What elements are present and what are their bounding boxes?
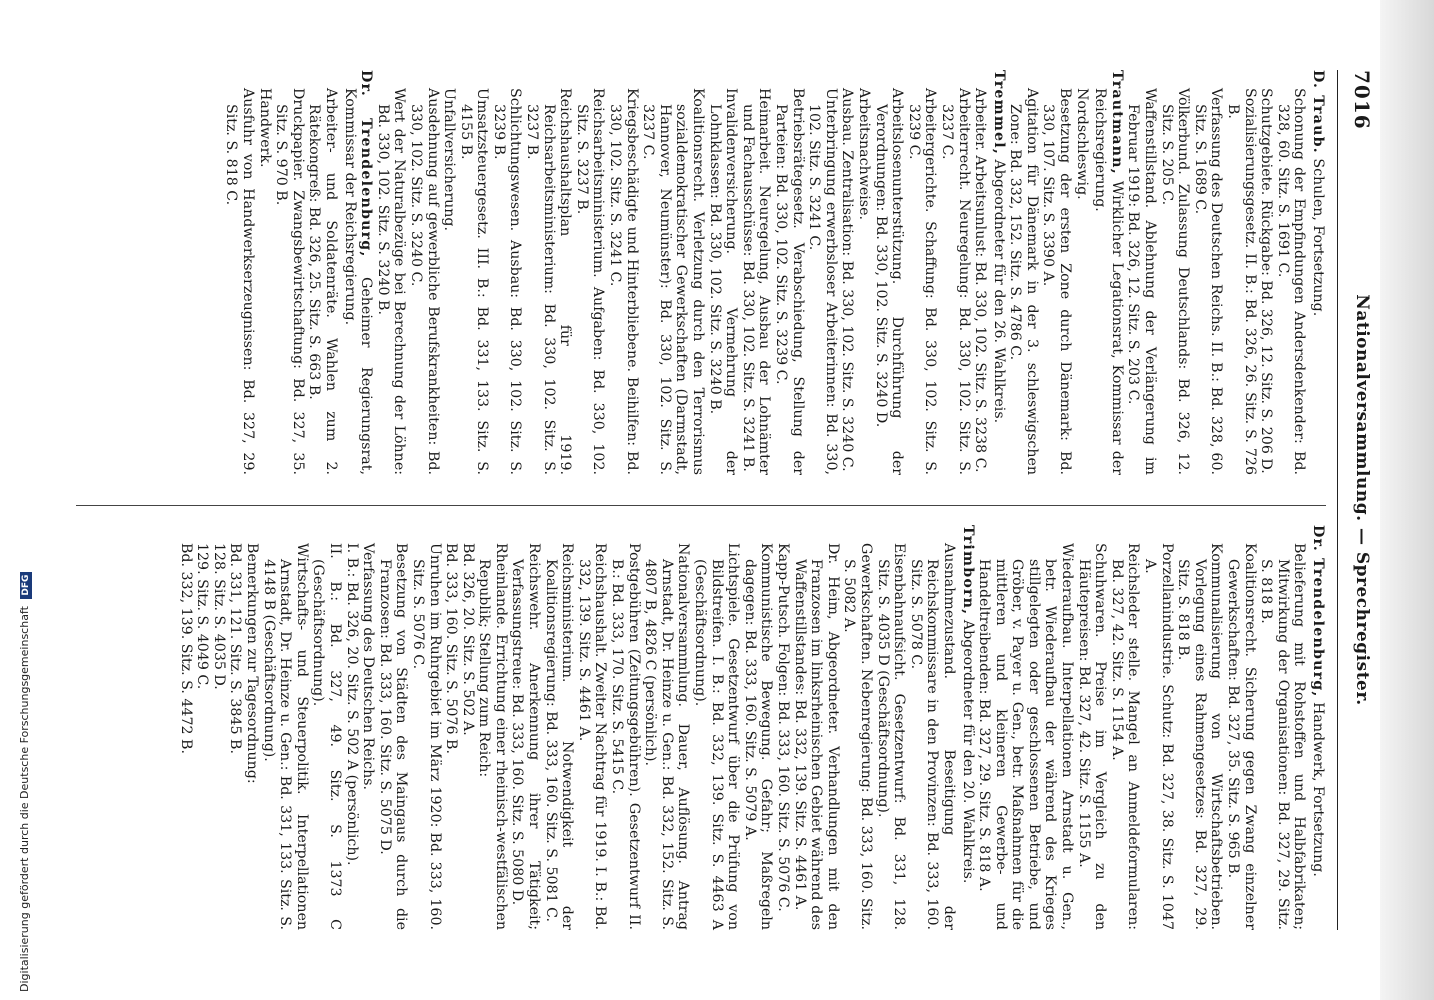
speaker-entry [990,70,1007,475]
register-line: Völkerbund. Zulassung Deutschlands: Bd. 326, 12. Sitz. S. 205 C. [1158,88,1192,475]
register-line: Kommunistische Bewegung. Gefahr; Maßregeln dagegen: Bd. 333, 160. Sitz. S. 5079 A. [741,543,775,930]
register-line: Arbeiterrecht. Neuregelung: Bd. 330, 102. Sitz. S. 3237 C. [938,88,972,475]
register-line: 128. Sitz. S. 4035 D. [210,543,227,690]
register-line: 129. Sitz. S. 4049 C. [194,543,211,690]
register-line: Ausdehnung auf gewerbliche Berufskrankheiten: Bd. 330, 102. Sitz. S. 3240 C. [407,88,441,475]
register-line: Koalitionsrecht. Verletzung durch den Terrorismus sozialdemokratischer Gewerkschaften (Darmstadt, Hannover, Neumünster): Bd. 330, 102. Sitz. S. 3237 C. [640,88,707,475]
register-line: Arbeitsnachweise. [855,88,872,220]
register-line: Arbeiter. Arbeitsunlust: Bd. 330, 102. Sitz. S. 3238 C. [972,88,989,473]
register-line: Reichsministerium. Notwendigkeit der Koalitionsregierung: Bd. 333, 160. Sitz. S. 5081 C. [542,543,576,930]
page-header [1340,70,1374,930]
register-line: Arbeiter- und Soldatenräte. Wahlen zum 2. Rätekongreß: Bd. 326, 25. Sitz. S. 663 B. [306,88,339,475]
register-line: Bd. 333, 160. Sitz. S. 5076 B. [443,543,460,754]
register-line: Reichsleder stelle. Mangel an Anmeldeformularen: Bd. 327, 42. Sitz. S. 1154 A. [1108,543,1142,930]
column-divider [76,505,1326,506]
register-line: Unterbringung erwerbsloser Arbeiterinnen: Bd. 330, 102. Sitz. S. 3241 C. [806,88,839,475]
register-line: Nordschleswig. [1073,88,1090,200]
register-line: Agitation für Dänemark in der 3. schleswigschen Zone: Bd. 332, 152. Sitz. S. 4786 C. [1007,88,1040,475]
speaker-name: Trimborn, [959,525,976,616]
register-line: Nationalversammlung. Dauer, Auflösung. Antrag Arnstadt, Dr. Heinze u. Gen.: Bd. 332, 152. Sitz. S. 4807 B, 4826 C (persönlich). [642,543,692,930]
credit-text: Digitalisierung gefördert durch die Deutsche Forschungsgemeinschaft [18,606,31,992]
running-head: Nationalversammlung. — Sprechregister. [1352,294,1372,706]
left-column [223,70,1326,475]
digitization-credit [18,62,32,992]
speaker-entry [1092,70,1125,475]
register-line: Arbeitslosenunterstützung. Durchführung der Verordnungen: Bd. 330, 102. Sitz. S. 3240 D. [872,88,906,475]
header-rule [1337,70,1338,930]
register-line: Unruhen im Ruhrgebiet im März 1920: Bd. 333, 160. Sitz. S. 5076 C. [409,543,443,930]
register-line: Schutzgebiete. Rückgabe: Bd. 326, 12. Sitz. S. 206 D. [1258,88,1275,474]
register-line: Reichshaushaltsplan für 1919. Reichsarbeitsministerium: Bd. 330, 102. Sitz. S. 3237 B. [524,88,574,475]
register-line: Ausbau. Zentralisation: Bd. 330, 102. Sitz. S. 3240 C. [839,88,856,472]
speaker-title: Wirklicher Legationsrat, Kommissar der Reichsregierung. [1092,88,1125,475]
register-line: Kommunalisierung von Wirtschaftsbetrieben. Vorlegung eines Rahmengesetzes: Bd. 327, 29. Sitz. S. 818 B. [1175,543,1225,930]
register-line: Ausfuhr von Handwerkserzeugnissen: Bd. 327, 29. Sitz. S. 818 C. [223,88,256,475]
register-line: Lichtspiele. Gesetzentwurf über die Prüfung von Bildstreifen. I. B.: Bd. 332, 139. Sitz. S. 4463 A (Geschäftsordnung). [692,543,742,930]
register-line: Reichsarbeitsministerium. Aufgaben: Bd. 330, 102. Sitz. S. 3237 B. [573,88,607,475]
register-line: Belieferung mit Rohstoffen und Halbfabrikaten; Mitwirkung der Organisationen: Bd. 327, 29. Sitz. S. 818 B. [1258,543,1308,930]
register-line: Wiederaufbau. Interpellationen Arnstadt u. Gen., betr. Wiederaufbau der während des Krieges stillgelegten oder geschlossenen Betriebe, und Gröber, v. Payer u. Gen., betr. Maßnahmen für die mittleren und kleineren Gewerbe- und Handeltreibenden: Bd. 327, 29. Sitz. S. 818 A. [976,543,1076,930]
speaker-title: Abgeordneter für den 26. Wahlkreis. [990,159,1007,424]
register-line: Umsatzsteuergesetz. III. B.: Bd. 331, 133. Sitz. S. 4155 B. [457,88,491,475]
register-line: Invalidenversicherung. Vermehrung der Lohnklassen: Bd. 330, 102. Sitz. S. 3240 B. [706,88,740,475]
speaker-entry [959,525,976,930]
register-line: Bemerkungen zur Tagesordnung: [244,543,260,784]
speaker-entry [341,70,374,475]
register-line: Verfassung des Deutschen Reichs. II. B.: Bd. 328, 60. Sitz. S. 1689 C. [1191,88,1225,475]
speaker-name: Dr. Trendelenburg, [1310,525,1326,698]
speaker-entry [1309,525,1326,930]
register-line: Arbeitergerichte. Schaffung: Bd. 330, 102. Sitz. S. 3239 C. [905,88,939,475]
register-line: Betriebsrätegesetz. Verabschiedung, Stellung der Parteien: Bd. 330, 102. Sitz. S. 3239 C. [773,88,806,475]
register-line: Schuhwaren. Preise im Vergleich zu den Häutepreisen: Bd. 327, 42. Sitz. S. 1155 A. [1075,543,1109,930]
register-line: Heimarbeit. Neuregelung, Ausbau der Lohnämter und Fachausschüsse: Bd. 330, 102. Sitz. S. 3241 B. [739,88,773,475]
right-column [177,525,1326,930]
speaker-name: Tremmel, [990,70,1007,156]
scan-edge-shadow [1380,0,1434,1000]
speaker-title: Handwerk, Fortsetzung. [1310,702,1326,877]
register-line: Besetzung der ersten Zone durch Dänemark: Bd. 330, 107. Sitz. S. 3390 A. [1040,88,1074,475]
register-line: Wert der Naturalbezüge bei Berechnung der Löhne: Bd. 330, 102. Sitz. S. 3240 B. [374,88,408,475]
register-line: Reichswehr. Anerkennung ihrer Tätigkeit; Verfassungstreue: Bd. 333, 160. Sitz. S. 5080 D. [509,543,543,930]
dfg-logo: DFG [20,572,32,599]
register-line: Verfassung des Deutschen Reichs. [360,543,377,791]
register-line: II. B.: Bd. 327, 49. Sitz. S. 1373 C (Geschäftsordnung). [310,543,343,930]
register-line: Gewerkschaften. Nebenregierung: Bd. 333, 160. Sitz. S. 5082 A. [841,543,874,930]
speaker-name: Trautmann, [1108,70,1125,175]
register-line: Kriegsbeschädigte und Hinterbliebene. Beihilfen: Bd. 330, 102. Sitz. S. 3241 C. [607,88,640,475]
register-line: Ausnahmezustand. Beseitigung der Reichskommissare in den Provinzen: Bd. 333, 160. Sitz. S. 5078 C. [907,543,957,930]
register-line: Dr. Heim, Abgeordneter. Verhandlungen mit den Franzosen im linksrheinischen Gebiet während des Waffenstillstandes: Bd. 332, 139. Sitz. S. 4461 A. [791,543,841,930]
register-line: Schonung der Empfindungen Andersdenkender: Bd. 328, 60. Sitz. S. 1691 C. [1274,88,1308,475]
speaker-title: Geheimer Regierungsrat, Kommissar der Reichsregierung. [341,88,375,475]
register-line: Schlichtungswesen. Ausbau: Bd. 330, 102. Sitz. S. 3239 B. [490,88,524,475]
register-page [52,40,1382,960]
speaker-entry [1309,70,1326,475]
register-line: Bd. 332, 139. Sitz. S. 4472 B. [177,543,194,754]
page-number: 7016 [1350,70,1374,130]
register-line: Handwerk. [256,88,273,168]
register-line: Kapp-Putsch. Folgen: Bd. 333, 160. Sitz. S. 5076 C. [775,543,791,912]
speaker-title: Schulen, Fortsetzung. [1310,158,1326,317]
register-line: Bd. 331, 121. Sitz. S. 3845 B. [227,543,244,754]
register-line: Bd. 326, 20. Sitz. S. 502 A. [459,543,476,736]
register-line: I. B.: Bd. 326, 20. Sitz. S. 502 A (persönlich). [343,543,360,866]
register-line: Koalitionsrecht. Sicherung gegen Zwang einzelner Gewerkschaften: Bd. 327, 35. Sitz. S. 965 B. [1225,543,1258,930]
register-line: Wirtschafts- und Steuerpolitik. Interpellationen Arnstadt, Dr. Heinze u. Gen.: Bd. 331, 133. Sitz. S. 4148 B (Geschäftsordnung). [260,543,310,930]
register-line: Unfallversicherung. [441,88,458,232]
register-line: Eisenbahnaufsicht. Gesetzentwurf: Bd. 331, 128. Sitz. S. 4035 D (Geschäftsordnung). [874,543,908,930]
speaker-title: Abgeordneter für den 20. Wahlkreis. [959,619,976,884]
speaker-name: Dr. Trendelenburg, [358,70,375,258]
register-line: Druckpapier. Zwangsbewirtschaftung: Bd. 327, 35. Sitz. S. 970 B. [273,88,306,475]
speaker-name: D. Traub. [1310,70,1326,154]
register-line: Rheinlande. Errichtung einer rheinisch-westfälischen Republik; Stellung zum Reich: [476,543,509,930]
register-line: Porzellanindustrie. Schutz: Bd. 327, 38. Sitz. S. 1047 A. [1142,543,1175,930]
register-line: Postgebühren (Zeitungsgebühren). Gesetzentwurf II. B.: Bd. 333, 170. Sitz. S. 5415 C. [609,543,642,930]
register-line: Sozialisierungsgesetz. II. B.: Bd. 326, 26. Sitz. S. 726 B. [1225,88,1258,475]
register-line: Waffenstillstand. Ablehnung der Verlängerung im Februar 1919: Bd. 326, 12. Sitz. S. 203 C. [1125,88,1159,475]
register-line: Reichshaushalt. Zweiter Nachtrag für 1919. I. B.: Bd. 332, 139. Sitz. S. 4461 A. [575,543,609,930]
register-line: Besetzung von Städten des Maingaus durch die Franzosen: Bd. 333, 160. Sitz. S. 5075 D. [376,543,410,930]
